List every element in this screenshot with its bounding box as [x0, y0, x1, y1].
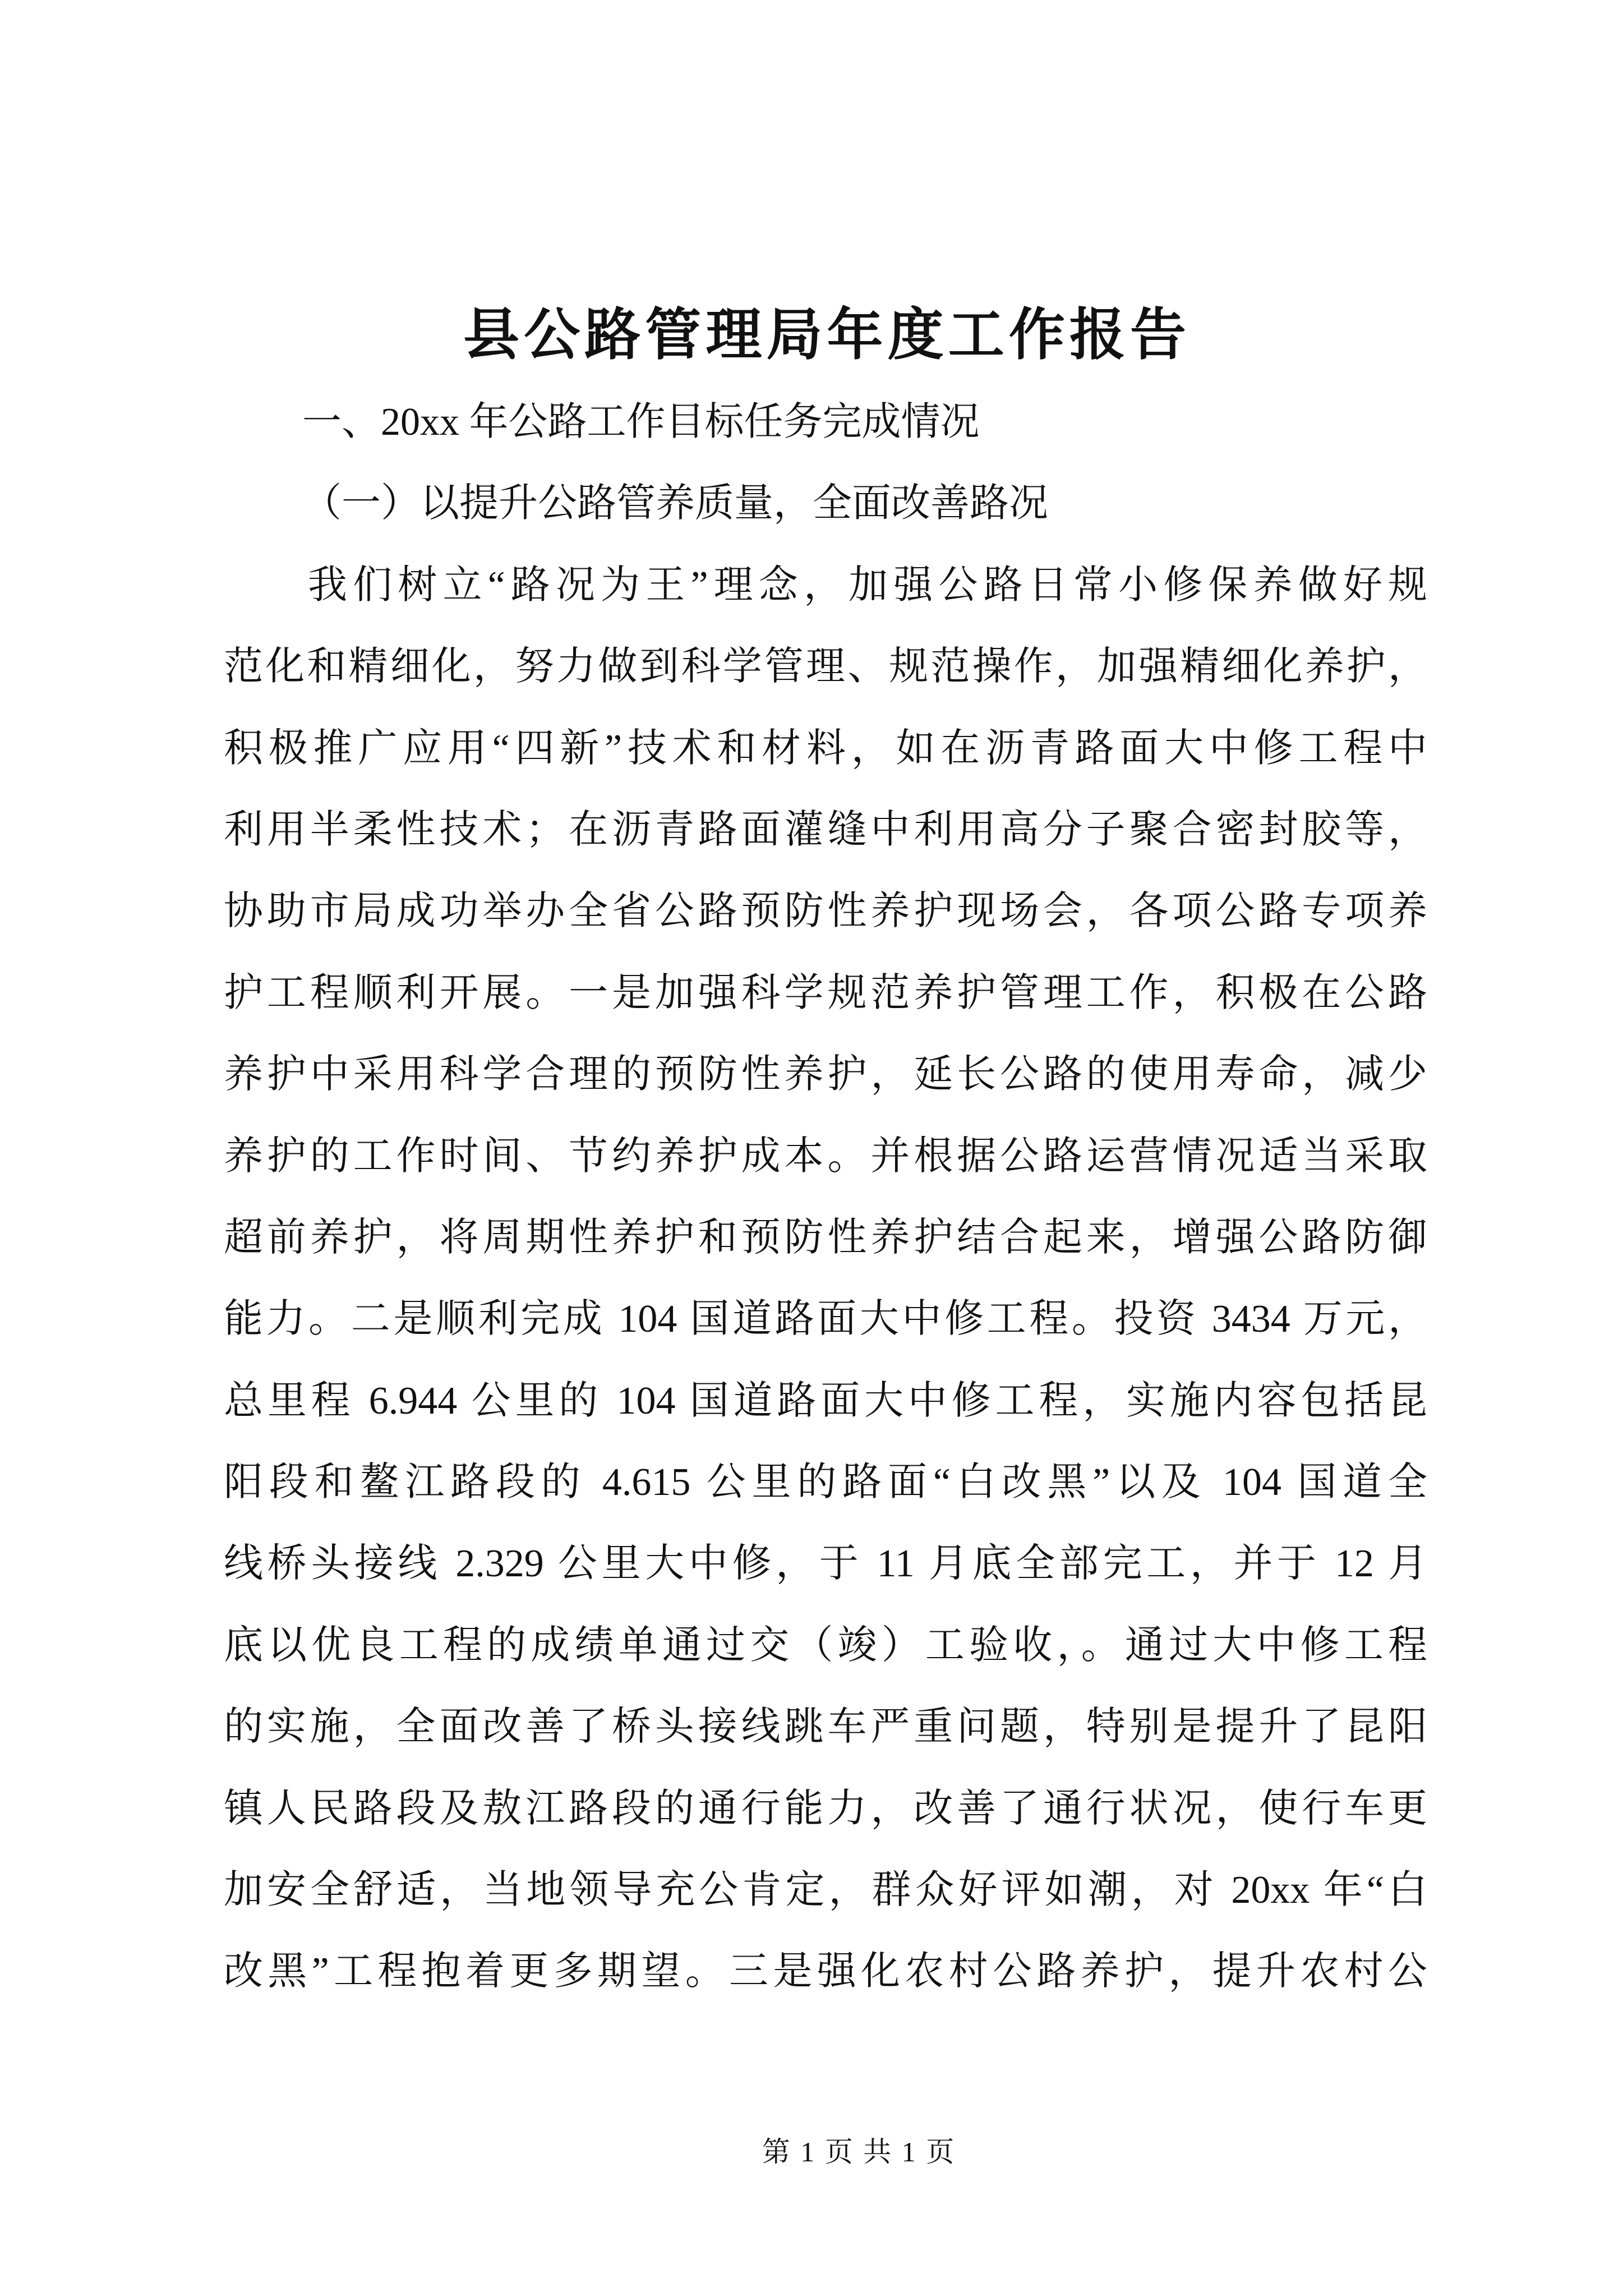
document-title: 县公路管理局年度工作报告	[463, 304, 1186, 366]
body-line: 超前养护，将周期性养护和预防性养护结合起来，增强公路防御	[224, 1216, 1427, 1259]
body-line: 我们树立“路况为王”理念，加强公路日常小修保养做好规	[308, 563, 1427, 607]
body-line: 利用半柔性技术；在沥青路面灌缝中利用高分子聚合密封胶等，	[224, 808, 1427, 852]
body-line: 协助市局成功举办全省公路预防性养护现场会，各项公路专项养	[224, 890, 1427, 933]
body-line: 的实施，全面改善了桥头接线跳车严重问题，特别是提升了昆阳	[224, 1705, 1427, 1749]
body-line: 养护的工作时间、节约养护成本。并根据公路运营情况适当采取	[224, 1134, 1427, 1178]
body-line: 镇人民路段及敖江路段的通行能力，改善了通行状况，使行车更	[224, 1787, 1427, 1830]
body-line: 加安全舒适，当地领导充公肯定，群众好评如潮，对 20xx 年“白	[224, 1869, 1427, 1912]
body-line: 线桥头接线 2.329 公里大中修，于 11 月底全部完工，并于 12 月	[224, 1542, 1427, 1586]
body-line: 底以优良工程的成绩单通过交（竣）工验收，。通过大中修工程	[224, 1623, 1427, 1667]
body-line: 总里程 6.944 公里的 104 国道路面大中修工程，实施内容包括昆	[224, 1379, 1427, 1423]
body-line: 改黑”工程抱着更多期望。三是强化农村公路养护，提升农村公	[224, 1950, 1427, 1994]
section-heading: 一、20xx 年公路工作目标任务完成情况	[302, 401, 980, 444]
body-line: 阳段和鳌江路段的 4.615 公里的路面“白改黑”以及 104 国道全	[224, 1461, 1427, 1504]
document-body	[224, 381, 1427, 2013]
page-footer: 第 1 页 共 1 页	[762, 2136, 955, 2168]
body-line: 护工程顺利开展。一是加强科学规范养护管理工作，积极在公路	[224, 971, 1427, 1015]
subsection-heading: （一）以提升公路管养质量，全面改善路况	[302, 482, 1048, 526]
body-line: 养护中采用科学合理的预防性养护，延长公路的使用寿命，减少	[224, 1053, 1427, 1097]
body-line: 积极推广应用“四新”技术和材料，如在沥青路面大中修工程中	[224, 726, 1427, 770]
body-line: 能力。二是顺利完成 104 国道路面大中修工程。投资 3434 万元，	[224, 1297, 1427, 1341]
body-line: 范化和精细化，努力做到科学管理、规范操作，加强精细化养护，	[224, 645, 1427, 689]
